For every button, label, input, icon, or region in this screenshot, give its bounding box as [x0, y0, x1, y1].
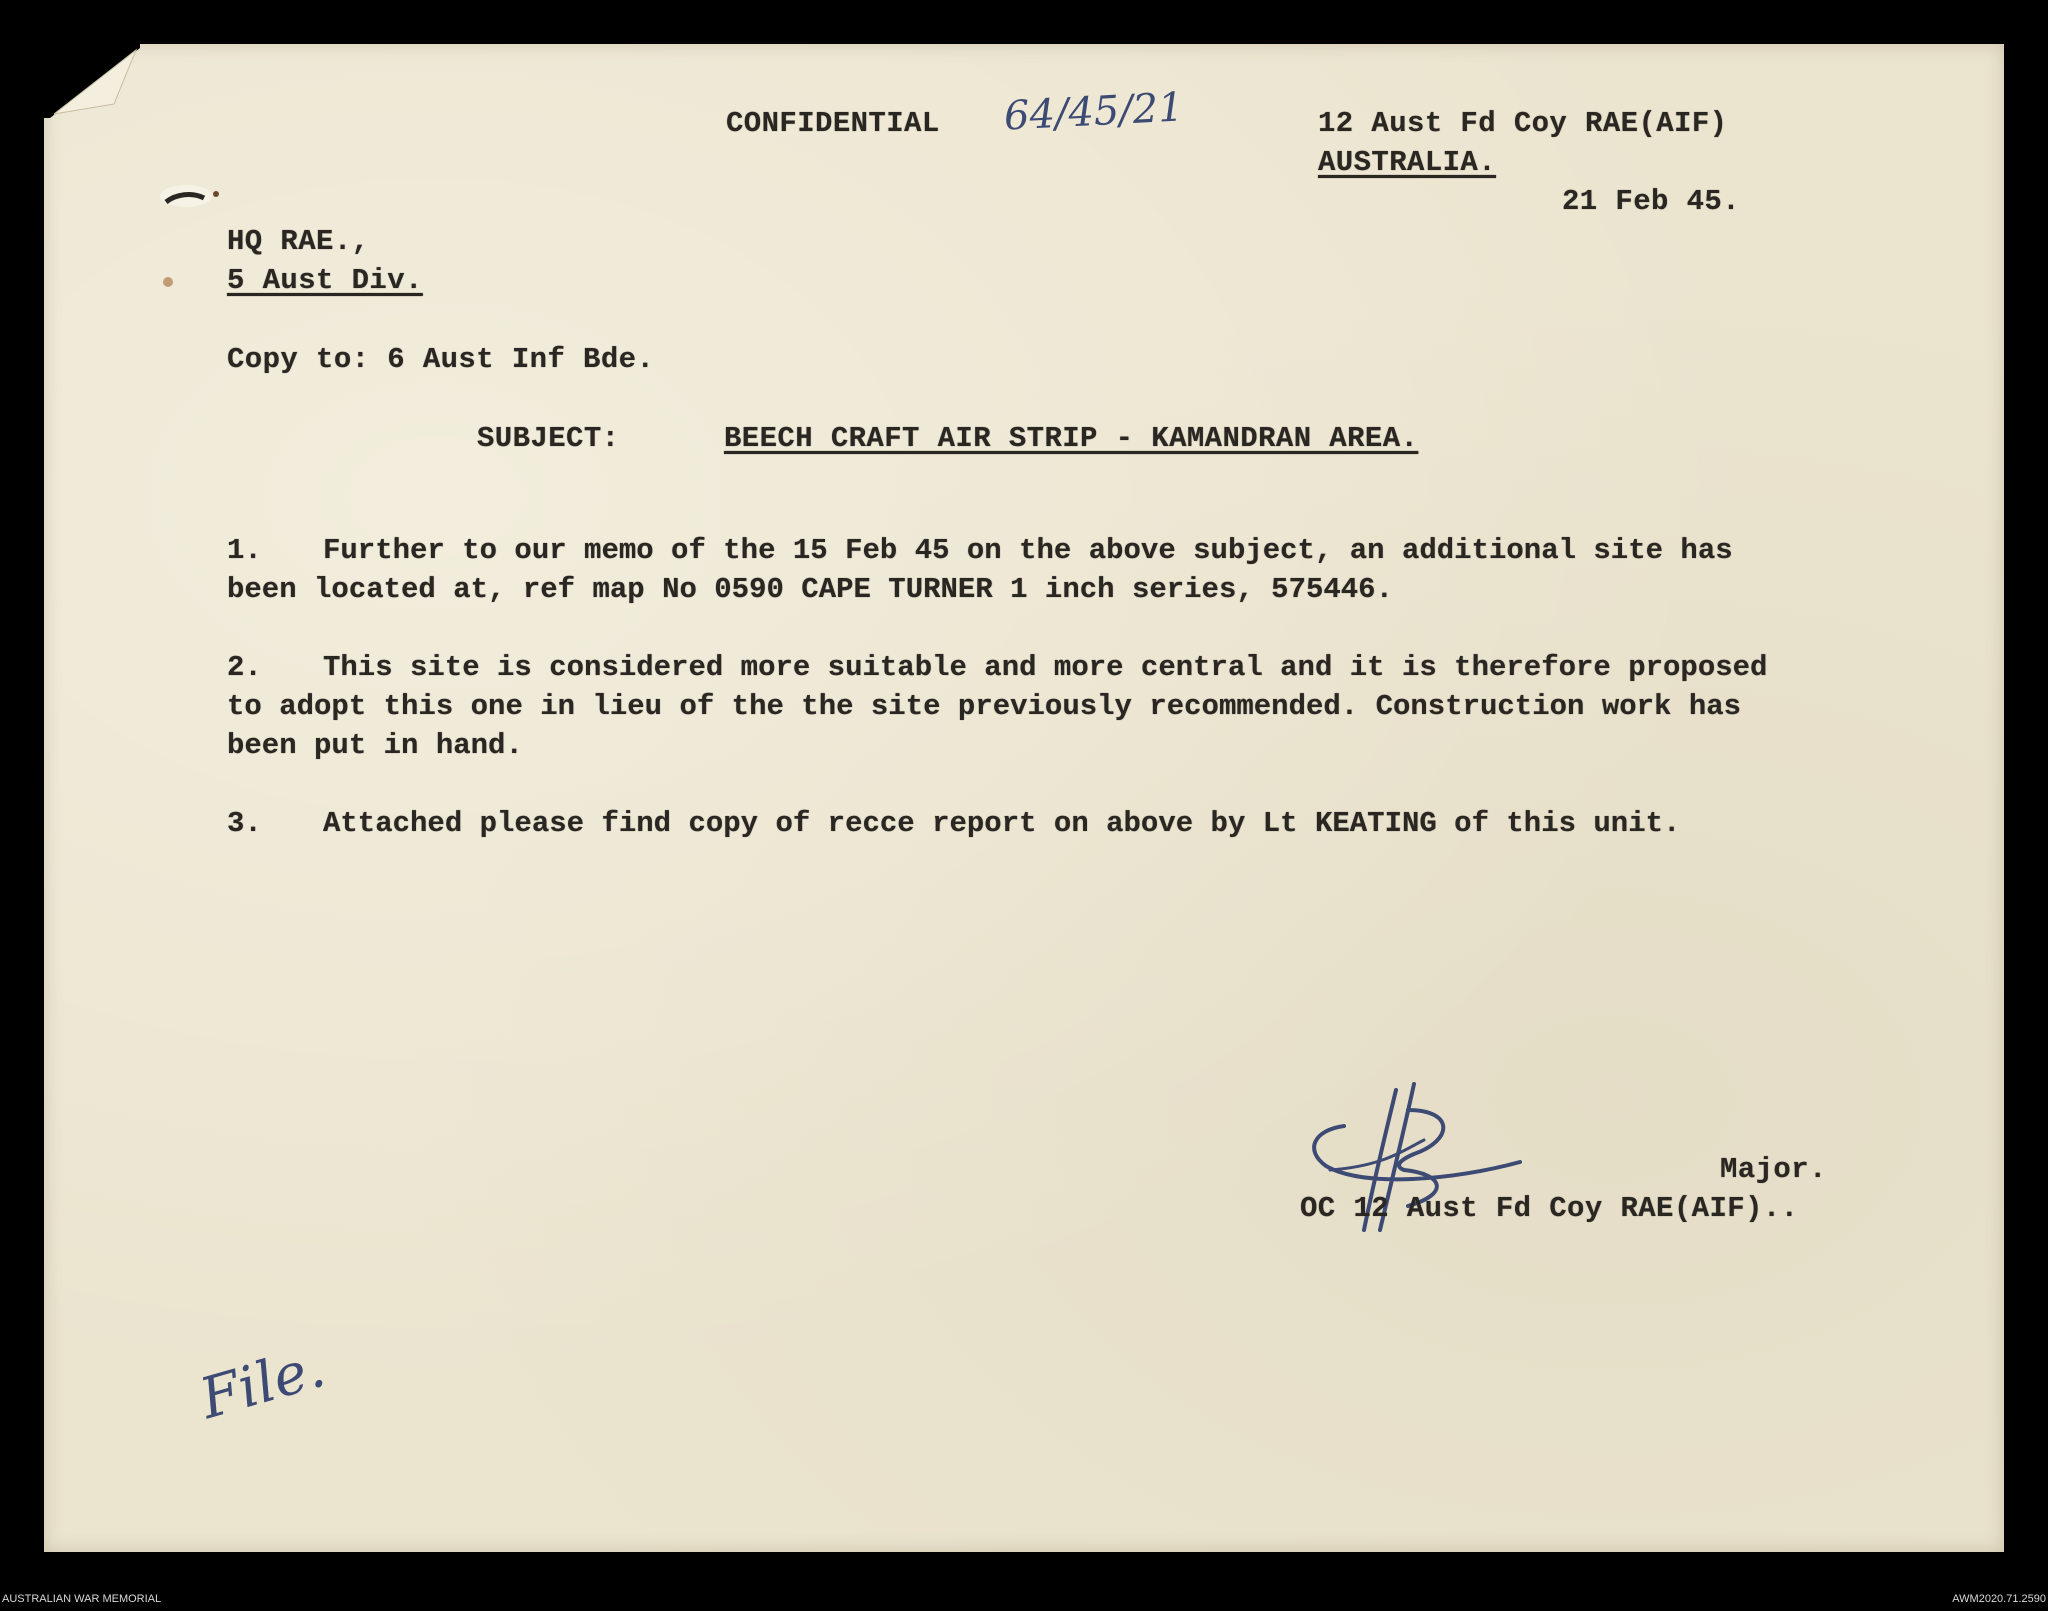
paragraph-text: Further to our memo of the 15 Feb 45 on the above subject, an additional site has been located at, ref map No 0590 CAPE TURNER 1 inch series, 575446.	[227, 534, 1733, 606]
addressee-line-2: 5 Aust Div.	[227, 264, 423, 297]
unit-name: 12 Aust Fd Coy RAE(AIF)	[1318, 107, 1728, 140]
punch-hole-mark-top	[152, 172, 232, 222]
archive-accession-number: AWM2020.71.2590	[1952, 1593, 2046, 1605]
archive-institution-label: AUSTRALIAN WAR MEMORIAL	[2, 1593, 162, 1605]
paragraph-number: 1.	[227, 534, 262, 567]
subject-label: SUBJECT:	[477, 422, 620, 455]
paragraph-number: 3.	[227, 807, 262, 840]
signatory-title: OC 12 Aust Fd Coy RAE(AIF)..	[1300, 1192, 1799, 1225]
subject-text: BEECH CRAFT AIR STRIP - KAMANDRAN AREA.	[724, 422, 1419, 455]
handwritten-file-number: 64/45/21	[1002, 84, 1185, 140]
paragraph-text: This site is considered more suitable and more central and it is therefore proposed to adopt this one in lieu of the the site previously recommended. Construction work has been put in hand.	[227, 651, 1768, 762]
document-date: 21 Feb 45.	[1562, 185, 1741, 218]
unit-location: AUSTRALIA.	[1318, 146, 1497, 179]
rust-mark-left	[148, 268, 188, 298]
paragraph-number: 2.	[227, 651, 262, 684]
document-sheet	[44, 44, 2004, 1552]
folded-corner	[44, 44, 140, 118]
classification-label: CONFIDENTIAL	[726, 107, 940, 140]
signatory-rank: Major.	[1720, 1153, 1827, 1186]
handwritten-file-annotation: File.	[193, 1334, 333, 1433]
paragraph-text: Attached please find copy of recce report on above by Lt KEATING of this unit.	[323, 807, 1681, 840]
copy-to-line: Copy to: 6 Aust Inf Bde.	[227, 343, 655, 376]
addressee-line-1: HQ RAE.,	[227, 225, 370, 258]
